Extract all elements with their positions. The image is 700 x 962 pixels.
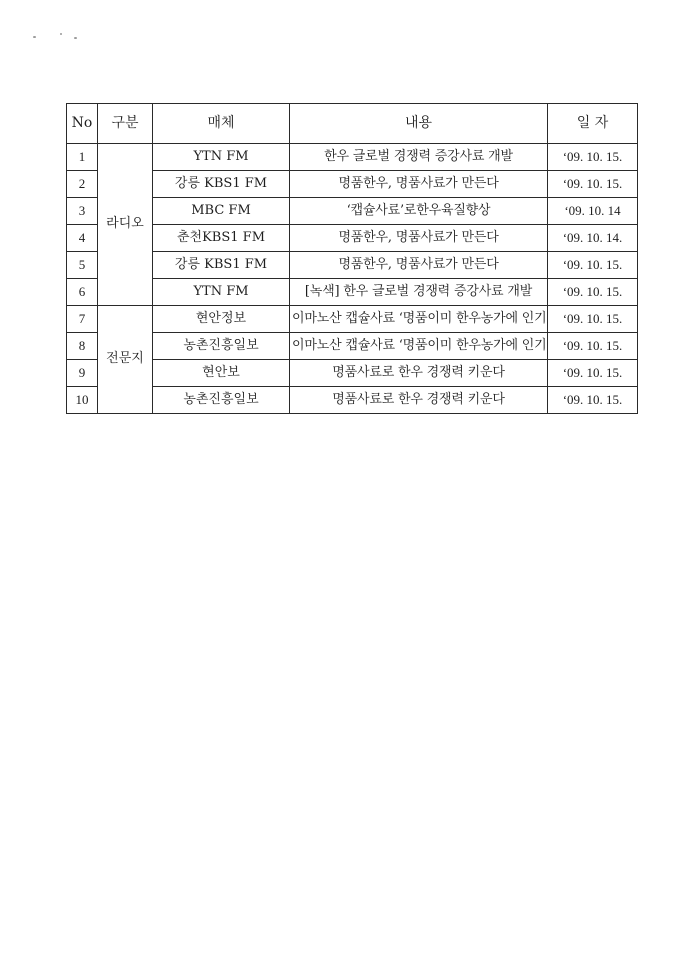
row-content: 명품사료로 한우 경쟁력 키운다 (290, 387, 548, 414)
table-row (67, 198, 638, 225)
header-date: 일 자 (548, 104, 638, 144)
row-media: 춘천KBS1 FM (153, 225, 290, 252)
header-content: 내용 (290, 104, 548, 144)
row-content: 명품사료로 한우 경쟁력 키운다 (290, 360, 548, 387)
row-no: 5 (67, 252, 98, 279)
row-content: 한우 글로벌 경쟁력 증강사료 개발 (290, 144, 548, 171)
row-no: 8 (67, 333, 98, 360)
row-date: ‘09. 10. 15. (548, 144, 638, 171)
row-no: 10 (67, 387, 98, 414)
row-content: 이마노산 캡슐사료 ‘명품이미 한우농가에 인기 (290, 333, 548, 360)
table-row (67, 333, 638, 360)
row-no: 2 (67, 171, 98, 198)
scan-speck (33, 36, 36, 38)
row-content: ‘캡슐사료’로한우육질향상 (290, 198, 548, 225)
header-no: No (67, 104, 98, 144)
row-media: 강릉 KBS1 FM (153, 252, 290, 279)
table-row (67, 252, 638, 279)
row-content: 명품한우, 명품사료가 만든다 (290, 171, 548, 198)
category-trade: 전문지 (98, 306, 153, 414)
table-row (67, 225, 638, 252)
row-date: ‘09. 10. 15. (548, 360, 638, 387)
row-content: 명품한우, 명품사료가 만든다 (290, 252, 548, 279)
category-radio: 라디오 (98, 144, 153, 306)
row-date: ‘09. 10. 15. (548, 279, 638, 306)
table-row (67, 387, 638, 414)
row-date: ‘09. 10. 15. (548, 333, 638, 360)
row-media: 농촌진흥일보 (153, 333, 290, 360)
table-row (67, 360, 638, 387)
scan-speck (74, 37, 77, 39)
row-media: MBC FM (153, 198, 290, 225)
row-media: YTN FM (153, 279, 290, 306)
header-row (67, 104, 638, 144)
header-category: 구분 (98, 104, 153, 144)
scan-speck (60, 33, 62, 35)
table-row (67, 306, 638, 333)
row-media: YTN FM (153, 144, 290, 171)
row-date: ‘09. 10. 15. (548, 252, 638, 279)
row-no: 4 (67, 225, 98, 252)
row-media: 농촌진흥일보 (153, 387, 290, 414)
table-row (67, 279, 638, 306)
row-media: 현안보 (153, 360, 290, 387)
row-no: 6 (67, 279, 98, 306)
row-no: 3 (67, 198, 98, 225)
row-date: ‘09. 10. 15. (548, 171, 638, 198)
row-date: ‘09. 10. 15. (548, 306, 638, 333)
row-date: ‘09. 10. 15. (548, 387, 638, 414)
row-media: 강릉 KBS1 FM (153, 171, 290, 198)
row-date: ‘09. 10. 14. (548, 225, 638, 252)
row-no: 9 (67, 360, 98, 387)
table-row (67, 144, 638, 171)
row-no: 7 (67, 306, 98, 333)
header-media: 매체 (153, 104, 290, 144)
row-content: 명품한우, 명품사료가 만든다 (290, 225, 548, 252)
row-no: 1 (67, 144, 98, 171)
row-date: ‘09. 10. 14 (548, 198, 638, 225)
row-content: [녹색] 한우 글로벌 경쟁력 증강사료 개발 (290, 279, 548, 306)
media-coverage-table (66, 103, 638, 414)
row-content: 이마노산 캡슐사료 ‘명품이미 한우농가에 인기 (290, 306, 548, 333)
table-row (67, 171, 638, 198)
row-media: 현안정보 (153, 306, 290, 333)
